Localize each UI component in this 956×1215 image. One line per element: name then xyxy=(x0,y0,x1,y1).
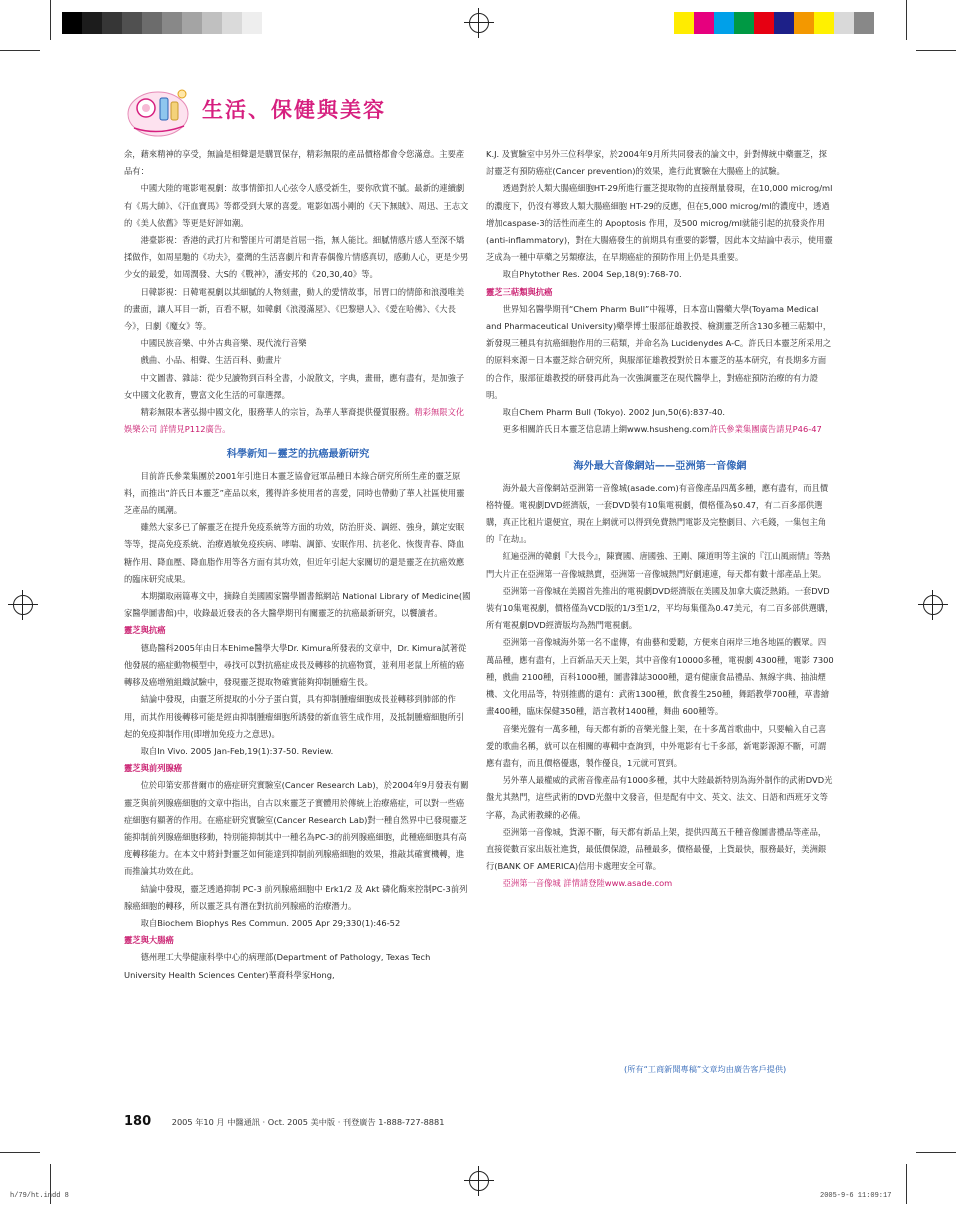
paragraph: 透過對於人類大腸癌細胞HT-29所進行靈芝提取物的直接劑量發現，在10,000 microg/ml的濃度下，仍沒有導致人類大腸癌細胞 HT-29的反應，但在5,000 microg/ml的濃度中，透過增加caspase-3的活性而產生的 Apoptosis 作用，及500 microg/ml就能引起的抗發炎作用(anti-inflammatory)，對在大腸癌發生的前期具有重要的影響，因此本文結論中表示，使用靈芝成為一種中草藥之另類療法，在早期癌症的預防作用上仍是具重要。 xyxy=(486,183,833,263)
swatch xyxy=(754,12,774,34)
swatch xyxy=(222,12,242,34)
paragraph xyxy=(124,404,472,438)
paragraph: 結論中發現，由靈芝所提取的小分子蛋白質，具有抑制腫瘤細胞成長並轉移到肺部的作用，而其作用後轉移可能是經由抑制腫瘤細胞所誘發的新血管生成作用，及抵制腫瘤細胞所引起的免疫抑制作用(即增加免疫力之意思)。 xyxy=(124,694,465,739)
paragraph: 德州理工大學健康科學中心的病理部(Department of Pathology, Texas Tech University Health Sciences Center)華裔科學家Hong, xyxy=(124,952,431,980)
registration-mark xyxy=(464,8,494,38)
paragraph: 中國民族音樂、中外古典音樂、現代流行音樂 xyxy=(140,338,307,349)
swatch xyxy=(102,12,122,34)
left-column xyxy=(124,146,472,984)
swatch xyxy=(734,12,754,34)
paragraph: K.J. 及實驗室中另外三位科學家，於2004年9月所共同發表的論文中，針對傳統中藥靈芝，探討靈芝有預防癌症(Cancer prevention)的效果，進行此實驗在大腸癌上的試驗。 xyxy=(486,149,827,177)
paragraph: 紅遍亞洲的韓劇『大長今』，陳寶國、唐國強、王剛、陳道明等主演的『江山風雨情』等熱門大片正在亞洲第一音像城熱賣，亞洲第一音像城熱門好劇連連，每天都有數十部產品上架。 xyxy=(486,551,831,579)
paragraph: 日韓影視：日韓電視劇以其細膩的人物刻畫，動人的愛情故事，吊胃口的情節和浪漫唯美的畫面，讓人耳目一新，百看不厭，如韓劇《浪漫滿屋》、《巴黎戀人》、《愛在哈佛》、《大長今》，日劇《魔女》等。 xyxy=(124,286,465,332)
subheading: 靈芝與抗癌 xyxy=(124,625,166,636)
page-header xyxy=(124,84,544,142)
advertorial-credit: (所有“工商新聞專稿”文章均由廣告客戶提供) xyxy=(624,1064,787,1074)
citation: 取自Phytother Res. 2004 Sep,18(9):768-70. xyxy=(502,269,682,280)
swatch xyxy=(854,12,874,34)
swatch xyxy=(62,12,82,34)
swatch xyxy=(242,12,262,34)
footer-text: 2005 年10 月 中醫通訊 · Oct. 2005 美中版 · 刊登廣告 1-888-727-8881 xyxy=(171,1117,445,1127)
paragraph: 本期擷取兩篇專文中，摘錄自美國國家醫學圖書館網站 National Library of Medicine(國家醫學圖書館)中，收錄最近發表的各大醫學期刊有關靈芝的抗癌最新研究，以饗讀者。 xyxy=(124,591,471,619)
cosmetics-illustration-icon xyxy=(124,84,194,140)
paragraph: 目前許氏參業集團於2001年引進日本靈芝協會冠軍品種日本綠合研究所所生產的靈芝原料，而推出“許氏日本靈芝”產品以來，獲得許多使用者的喜愛，同時也帶動了華人社區使用靈芝產品的風潮。 xyxy=(124,470,465,516)
registration-mark xyxy=(918,590,948,620)
section-title: 科學新知－靈芝的抗癌最新研究 xyxy=(226,449,370,461)
paragraph: 亞洲第一音像城，貨源不斷，每天都有新品上架，提供四萬五千種音像圖書禮品等產品，直接從數百家出版社進貨，最低價保證，品種最多，價格最優，上貨最快，服務最好，美洲銀行(BANK OF AMERICA)信用卡處理安全可靠。 xyxy=(486,826,827,872)
timestamp-slug: 2005-9-6 11:09:17 xyxy=(820,1192,892,1200)
page-number: 180 xyxy=(124,1114,152,1129)
section-title: 海外最大音像網站——亞洲第一音像網 xyxy=(573,461,747,473)
paragraph: 德島醫科2005年由日本Ehime醫學大學Dr. Kimura所發表的文章中，Dr. Kimura試著從他發展的癌症動物模型中，尋找可以對抗癌症成長及轉移的抗癌物質，並利用老鼠上所植的癌轉移及癌增殖組織試驗中，發現靈芝提取物確實能夠抑制腫瘤生長。 xyxy=(124,642,467,688)
paragraph: 戲曲、小品、相聲、生活百科、動畫片 xyxy=(140,355,282,366)
paragraph: 中文圖書、雜誌：從少兒讀物到百科全書，小說散文，字典，畫冊，應有盡有，是加強子女中國文化教育，豐富文化生活的可靠選擇。 xyxy=(124,372,465,400)
swatch xyxy=(202,12,222,34)
paragraph: 世界知名醫學期刊“Chem Pharm Bull”中報導，日本富山醫藥大學(Toyama Medical and Pharmaceutical University)藥學博士服部征雄教授、檢測靈芝所含130多種三萜類中，新發現三種具有抗癌細胞作用的三萜類，并命名為 Lucidenydes A-C。許氏日本靈芝所采用之的原料來源－日本靈芝綜合研究所，與服部征雄教授對於日本靈芝的基本研究，有長期多方面的合作，服部征雄教授的研發再此為一次強調靈芝在現代醫學上，對癌症預防治療的有力證明。 xyxy=(486,303,832,400)
subheading: 靈芝與前列腺癌 xyxy=(124,763,183,774)
right-column xyxy=(486,146,834,893)
citation: 取自Biochem Biophys Res Commun. 2005 Apr 29;330(1):46-52 xyxy=(140,917,401,928)
paragraph: 亞洲第一音像城海外第一名不虛傳，有曲藝和愛聽，方便來自兩岸三地各地區的觀眾。四萬品種，應有盡有，上百新品天天上架，其中音像有10000多種，電視劇 4300種，電影 7300種，戲曲 2100種，百科1000種，圖書雜誌3000種，還有健康食品禮品、無線字典、抽油煙機、文化用品等，特別推薦的還有：武術1300種，飲食養生250種，舞蹈教學700種，草書繪畫400種，臨床保健350種，語言教材1400種，舞曲 600種等。 xyxy=(486,637,834,717)
swatch xyxy=(122,12,142,34)
paragraph: 雖然大家多已了解靈芝在提升免疫系統等方面的功效，防治肝炎、調經、強身，鎮定安眠等等，提高免疫系統、治療過敏免疫疾病、哮喘、調節、安眠作用、抗老化、恢復青春、降血糖作用、降血壓、降血脂作用等各方面有其功效，但近年引起大家關切的還是靈芝在抗癌效應的臨床研究成果。 xyxy=(124,522,465,584)
contact-link[interactable]: 精彩無限文化娛樂公司 詳情見P112廣告。 xyxy=(124,407,465,435)
paragraph-text: 精彩無限本著弘揚中國文化，服務華人的宗旨，為華人華裔提供優質服務。 xyxy=(140,407,415,418)
paragraph: 中國大陸的電影電視劇：故事情節扣人心弦令人感受新生，要你欣賞不膩。最新的連續劇有《馬大帥》、《汗血寶馬》等都受到大眾的喜愛。電影如馮小剛的《天下無賊》、周迅、王志文的《美人依舊》等更是好評如潮。 xyxy=(124,183,469,228)
registration-mark xyxy=(464,1166,494,1196)
page-title: 生活、保健與美容 xyxy=(202,98,386,122)
paragraph xyxy=(486,421,834,438)
swatch xyxy=(814,12,834,34)
cmyk-swatches xyxy=(674,12,874,34)
hsusheng-link[interactable]: 許氏參業集團廣告請見P46-47 xyxy=(709,424,822,435)
paragraph: 位於印第安那普爾市的癌症研究實驗室(Cancer Research Lab)，於2004年9月發表有關靈芝與前列腺癌細胞的文章中指出，自古以來靈芝子實體用於傳統上治療癌症，可以對一些癌症細胞有顯著的作用。在癌症研究實驗室(Cancer Research Lab)對一種自然界中已發現靈芝能抑制前列腺癌細胞移動，特別能抑制其中一種名為PC-3的前列腺癌細胞，此種癌細胞具有高度轉移能力。在本文中將針對靈芝如何能達到抑制前列腺癌細胞的效果，推敲其確實機轉，進而推論其功效在此。 xyxy=(124,780,469,877)
paragraph: 海外最大音像網站亞洲第一音像城(asade.com)有音像產品四萬多種，應有盡有，而且價格特優。電視劇DVD經濟版，一套DVD裝有10集電視劇，價格僅為$0.47，有二百多部供選購，真正比租片還便宜，現在上網就可以得到免費熱門電影及完整劇目、六毛錢，一集包主角的『在劫』。 xyxy=(486,482,829,545)
paragraph: 另外華人最權威的武術音像產品有1000多種，其中大陸最新特別為海外制作的武術DVD光盤尤其熱門，這些武術的DVD光盤中文發音，但是配有中文、英文、法文、日語和西班牙文等字幕，為武術教練的必備。 xyxy=(486,775,833,820)
grayscale-swatches xyxy=(62,12,262,34)
page-footer xyxy=(124,1114,444,1129)
subheading: 靈芝與大腸癌 xyxy=(124,935,174,946)
registration-mark xyxy=(8,590,38,620)
paragraph: 亞洲第一音像城在美國首先推出的電視劇DVD經濟版在美國及加拿大廣泛熱銷。一套DVD裝有10集電視劇，價格僅為VCD版的1/3至1/2，平均每集僅為0.47美元，有二百多部供選購，所有電視劇DVD經濟版均為熱門電視劇。 xyxy=(486,585,834,631)
subheading: 靈芝三萜類與抗癌 xyxy=(486,286,553,297)
swatch xyxy=(774,12,794,34)
swatch xyxy=(142,12,162,34)
swatch xyxy=(714,12,734,34)
paragraph: 結論中發現，靈芝透過抑制 PC-3 前列腺癌細胞中 Erk1/2 及 Akt 磷化酶來控制PC-3前列腺癌細胞的轉移，所以靈芝具有潛在對抗前列腺癌的治療潛力。 xyxy=(124,883,468,911)
citation: 取自In Vivo. 2005 Jan-Feb,19(1):37-50. Review. xyxy=(140,745,334,756)
swatch xyxy=(694,12,714,34)
citation: 取自Chem Pharm Bull (Tokyo). 2002 Jun,50(6):837-40. xyxy=(502,407,726,418)
paragraph: 港臺影視：香港的武打片和警匪片可謂是首屈一指，無人能比。細膩情感片感人至深不矯揉做作，如周星馳的《功夫》，臺灣的生活喜劇片和青春偶像片情感真切，感動人心，更是少男少女的最愛，如周潤發、大S的《戰神》，潘安邦的《20,30,40》等。 xyxy=(124,235,469,280)
swatch xyxy=(82,12,102,34)
paragraph: 余，藉來精神的享受，無論是相聲還是購買保存，精彩無限的產品價格都會令您滿意。主要產品有： xyxy=(124,149,465,177)
paragraph: 音樂光盤有一萬多種，每天都有新的音樂光盤上架，在十多萬首歌曲中，只要輸入自己喜愛的歌曲名稱，就可以在相關的專輯中查詢到，中外電影有七千多部，新電影源源不斷，可謂應有盡有，而且價格優惠，製作優良，1元就可買到。 xyxy=(486,723,827,768)
paragraph-text: 更多相關許氏日本靈芝信息請上網www.hsusheng.com xyxy=(502,424,710,435)
swatch xyxy=(162,12,182,34)
file-slug: h/79/ht.indd 8 xyxy=(10,1192,69,1200)
swatch xyxy=(834,12,854,34)
asade-link[interactable]: 亞洲第一音像城 詳情請登陸www.asade.com xyxy=(502,878,673,889)
swatch xyxy=(674,12,694,34)
swatch xyxy=(182,12,202,34)
swatch xyxy=(794,12,814,34)
